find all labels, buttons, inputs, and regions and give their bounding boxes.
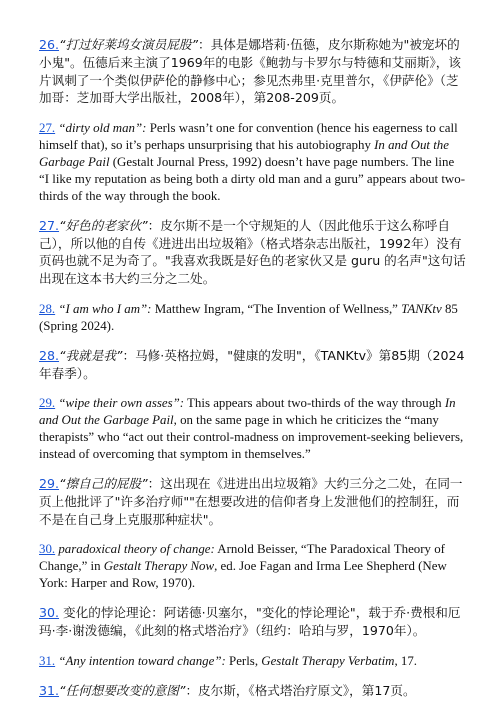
footnote-body-part: , on the same page in which he criticizes the “many therapists” who “act out their control-madness on improvement-seeking believers, instead of overcoming that symptom in themselves.” <box>39 413 464 462</box>
footnote-quote: “wipe their own asses”: <box>58 396 185 411</box>
book-title: Gestalt Therapy Now <box>103 559 215 574</box>
footnote-number-link[interactable]: 26. <box>39 37 60 52</box>
footnote-number-link[interactable]: 29. <box>39 475 60 491</box>
footnote-body: 变化的悖论理论：阿诺德·贝塞尔，"变化的悖论理论"，载于乔·费根和厄玛·李·谢泼德编，《此刻的格式塔治疗》（纽约：哈珀与罗，1970年）。 <box>39 605 461 638</box>
footnote-29-en <box>39 395 467 463</box>
footnote-quote: “I am who I am”: <box>58 301 152 316</box>
footnote-number-link[interactable]: 31. <box>39 682 60 698</box>
footnote-body-part: , 17. <box>394 653 418 668</box>
footnote-28-zh <box>39 347 467 383</box>
footnote-quote: “Any intention toward change”: <box>58 653 226 668</box>
footnote-body-part: Perls, <box>225 653 262 668</box>
footnote-number-link[interactable]: 30. <box>39 542 56 557</box>
book-title: Gestalt Therapy Verbatim <box>261 653 395 668</box>
footnote-body-part: Matthew Ingram, “The Invention of Wellness,” <box>151 301 402 316</box>
footnote-body-part: Perls wasn’t one for convention (hence his eagerness to call himself that), so it’s perhaps unsurprising that his autobiography <box>39 121 458 153</box>
footnote-body: ：皮尔斯不是一个守规矩的人（因此他乐于这么称呼自己），所以他的自传《进进出出垃圾箱》（格式塔杂志出版社，1992年）没有页码也就不足为奇了。"我喜欢我既是好色的老家伙又是 guru 的名声"这句话出现在这本书大约三分之二处。 <box>39 217 466 287</box>
footnote-27-zh <box>39 217 467 288</box>
footnote-quote: “我就是我” <box>59 347 123 363</box>
footnote-body: ：具体是娜塔莉·伍德，皮尔斯称她为"被宠坏的小鬼"。伍德后来主演了1969年的电影《鲍勃与卡罗尔与特德和艾丽斯》，该片讽刺了一个类似伊萨伦的静修中心；参见杰弗里·克里普尔，《伊萨伦》（芝加哥：芝加哥大学出版社，2008年），第208-209页。 <box>39 37 461 106</box>
footnote-26-zh <box>39 36 467 107</box>
footnote-29-zh <box>39 475 467 528</box>
book-title: In and Out the Garbage Pail <box>39 138 449 169</box>
magazine-title: TANKtv <box>401 301 442 316</box>
footnote-body-part: Arnold Beisser, “The Paradoxical Theory of Change,” in <box>39 542 445 574</box>
footnote-number-link[interactable]: 30. <box>39 605 60 621</box>
footnote-number-link[interactable]: 28. <box>39 301 56 316</box>
footnote-body: ：皮尔斯，《格式塔治疗原文》，第17页。 <box>185 682 416 698</box>
footnote-number-link[interactable]: 31. <box>39 653 56 668</box>
footnote-body-part: This appears about two-thirds of the way through <box>184 396 445 411</box>
footnote-30-en <box>39 541 467 592</box>
footnote-31-zh <box>39 682 467 700</box>
footnote-quote: “打过好莱坞女演员屁股” <box>59 37 199 52</box>
footnote-27-en <box>39 120 467 205</box>
footnote-body-part: , ed. Joe Fagan and Irma Lee Shepherd (New York: Harper and Row, 1970). <box>39 559 447 591</box>
footnote-body-part: 85 (Spring 2024). <box>39 301 458 333</box>
footnote-number-link[interactable]: 28. <box>39 347 60 363</box>
footnote-quote: “好色的老家伙” <box>59 217 148 233</box>
footnote-number-link[interactable]: 27. <box>39 217 60 233</box>
footnote-quote: “dirty old man”: <box>58 121 147 136</box>
footnote-28-en <box>39 301 467 335</box>
footnote-quote: paradoxical theory of change: <box>58 542 215 557</box>
footnote-number-link[interactable]: 29. <box>39 396 56 411</box>
footnote-31-en <box>39 653 467 670</box>
footnote-quote: “任何想要改变的意图” <box>59 682 186 698</box>
footnote-number-link[interactable]: 27. <box>39 121 56 136</box>
footnote-body-part: (Gestalt Journal Press, 1992) doesn’t have page numbers. The line “I like my reputation as being both a dirty old man and a guru” appears about two-thirds of the way through the book. <box>39 155 465 203</box>
footnote-body: ：马修·英格拉姆，"健康的发明"，《TANKtv》第85期（2024年春季）。 <box>39 347 465 381</box>
footnote-quote: “擦自己的屁股” <box>59 475 148 491</box>
footnote-30-zh <box>39 604 467 640</box>
book-title: In and Out the Garbage Pail <box>39 396 456 428</box>
footnote-body: ：这出现在《进进出出垃圾箱》大约三分之二处，在同一页上他批评了"许多治疗师""在想要改进的信仰者身上发泄他们的控制狂，而不是在自己身上克服那种症状"。 <box>39 475 463 527</box>
